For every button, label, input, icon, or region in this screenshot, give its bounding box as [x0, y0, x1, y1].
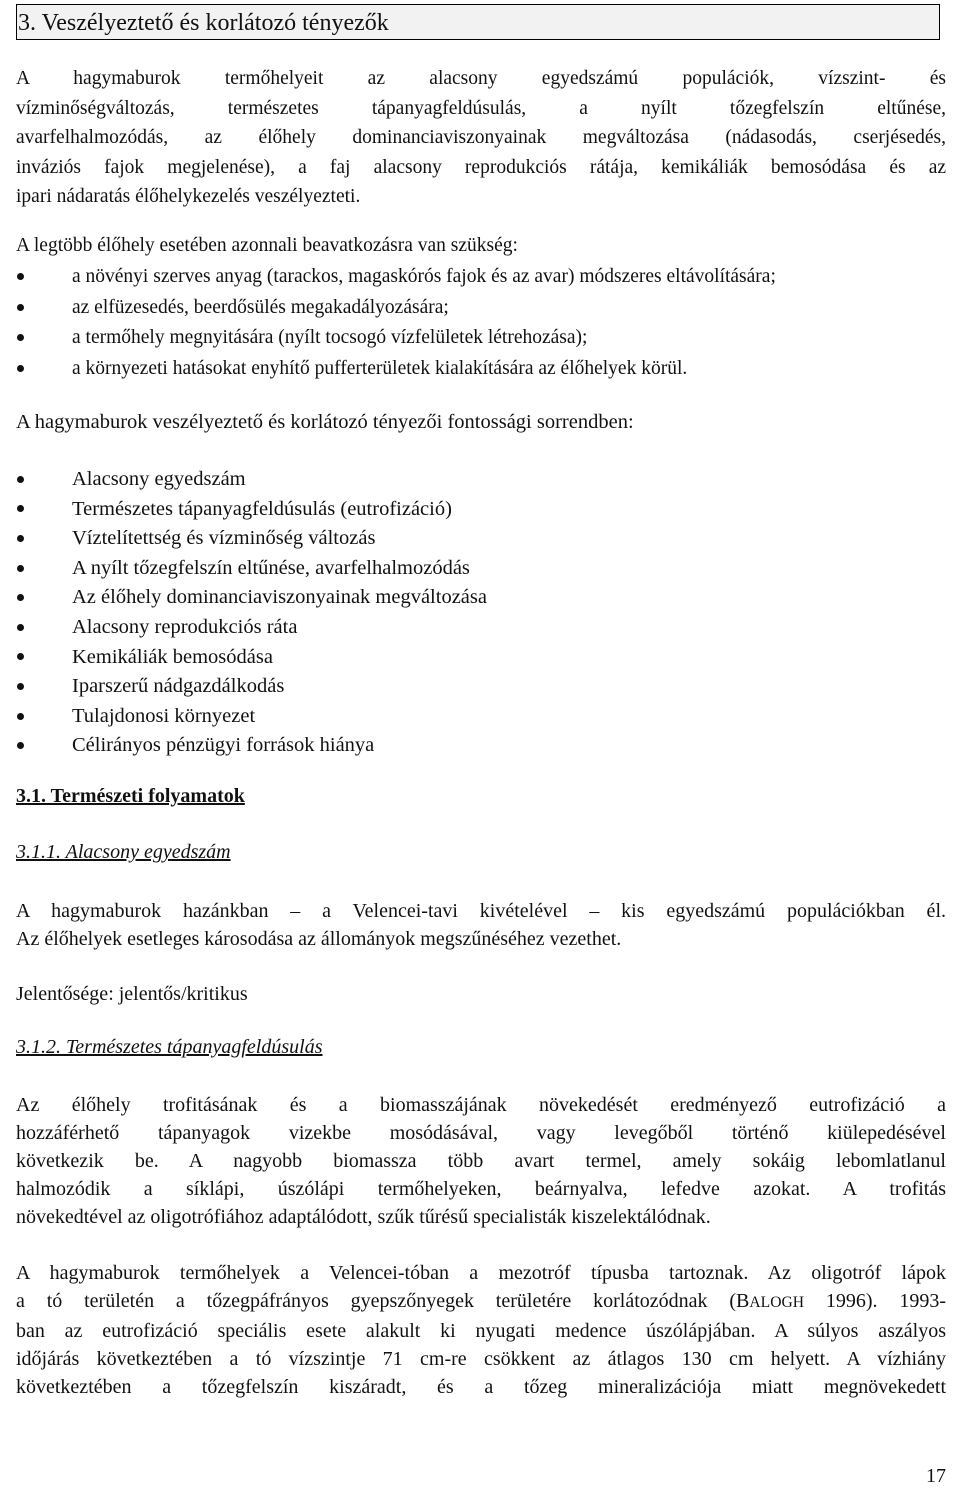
- bullet-icon: [17, 273, 24, 280]
- text-line: halmozódik a síklápi, úszólápi termőhelyeken, beárnyalva, lefedve azokat. A trofitás: [16, 1178, 946, 1200]
- section-heading-3-1-2: 3.1.2. Természetes tápanyagfeldúsulás: [16, 1036, 323, 1058]
- text-line: A hagymaburok termőhelyek a Velencei-tóban a mezotróf típusba tartoznak. Az oligotróf lápok: [16, 1262, 946, 1284]
- list-item: [16, 495, 946, 525]
- list-item-text: a termőhely megnyitására (nyílt tocsogó vízfelületek létrehozása);: [72, 327, 588, 348]
- list-item: [16, 731, 946, 761]
- list-item-text: a környezeti hatásokat enyhítő pufferterületek kialakítására az élőhelyek körül.: [72, 357, 688, 379]
- list-item-text: Célirányos pénzügyi források hiánya: [72, 734, 375, 757]
- section-heading-3-1: 3.1. Természeti folyamatok: [16, 785, 245, 807]
- text-line: avarfelhalmozódás, az élőhely dominanciaviszonyainak megváltozása (nádasodás, cserjésedés,: [16, 127, 946, 148]
- list-item-text: Alacsony egyedszám: [72, 468, 246, 490]
- significance-line: Jelentősége: jelentős/kritikus: [16, 983, 248, 1005]
- intro-paragraph: [16, 64, 946, 212]
- text-line: ipari nádaratás élőhelykezelés veszélyezteti.: [16, 186, 361, 207]
- text-line: inváziós fajok megjelenése), a faj alacsony reprodukciós rátája, kemikáliák bemosódása és az: [16, 156, 946, 178]
- page-number: 17: [926, 1465, 946, 1487]
- priority-lead: A hagymaburok veszélyeztető és korlátozó tényezői fontossági sorrendben:: [16, 411, 634, 433]
- bullet-icon: [17, 505, 24, 512]
- text-line: Az élőhelyek esetleges károsodása az állományok megszűnéséhez vezethet.: [16, 928, 622, 950]
- text-line: következtében a tőzegfelszín kiszáradt, és a tőzeg mineralizációja miatt megnövekedett: [16, 1376, 946, 1398]
- text-segment: 1996). 1993-: [803, 1290, 946, 1312]
- list-item-text: a növényi szerves anyag (tarackos, magaskórós fajok és az avar) módszeres eltávolítására;: [72, 266, 776, 287]
- text-line: vízminőségváltozás, természetes tápanyagfeldúsulás, a nyílt tőzegfelszín eltűnése,: [16, 97, 946, 119]
- velencei-to-paragraph: [16, 1259, 946, 1401]
- bullet-icon: [17, 476, 24, 483]
- bullet-icon: [17, 365, 24, 372]
- list-item: [16, 702, 946, 732]
- list-item-text: A nyílt tőzegfelszín eltűnése, avarfelhalmozódás: [72, 556, 470, 579]
- bullet-icon: [17, 334, 24, 341]
- interventions-list: [16, 262, 946, 384]
- text-line: Az élőhely trofitásának és a biomasszájának növekedését eredményező eutrofizáció a: [16, 1094, 946, 1116]
- text-line: időjárás következtében a tó vízszintje 71 cm-re csökkent az átlagos 130 cm helyett. A vízhiány: [16, 1348, 946, 1370]
- list-item-text: Természetes tápanyagfeldúsulás (eutrofizáció): [72, 497, 452, 520]
- list-item: [16, 583, 946, 613]
- list-item: [16, 643, 946, 673]
- text-segment: a tó területén a tőzegpáfrányos gyepszőnyegek területére korlátozódnak (B: [16, 1290, 750, 1312]
- list-item-text: Tulajdonosi környezet: [72, 704, 256, 727]
- bullet-icon: [17, 565, 24, 572]
- text-line: A hagymaburok termőhelyeit az alacsony egyedszámú populációk, vízszint- és: [16, 68, 946, 89]
- list-item: [16, 613, 946, 643]
- eutrofizacio-paragraph: [16, 1091, 946, 1231]
- list-item: [16, 554, 946, 584]
- list-item: [16, 262, 946, 293]
- list-item: [16, 323, 946, 354]
- list-item-text: Alacsony reprodukciós ráta: [72, 615, 298, 638]
- list-item-text: az elfüzesedés, beerdősülés megakadályozására;: [72, 296, 449, 318]
- bullet-icon: [17, 624, 24, 631]
- list-item: [16, 354, 946, 385]
- chapter-heading: 3. Veszélyeztető és korlátozó tényezők: [16, 4, 940, 40]
- priority-list-block: [16, 465, 946, 761]
- list-item: [16, 293, 946, 324]
- interventions-list-block: [16, 262, 946, 384]
- list-item-text: Iparszerű nádgazdálkodás: [72, 675, 285, 698]
- alacsony-egyedszam-paragraph: [16, 897, 946, 953]
- list-item: [16, 465, 946, 495]
- bullet-icon: [17, 683, 24, 690]
- list-item: [16, 672, 946, 702]
- bullet-icon: [17, 742, 24, 749]
- text-line-with-citation: [16, 1287, 946, 1317]
- list-item-text: Kemikáliák bemosódása: [72, 645, 273, 668]
- text-line: következik be. A nagyobb biomassza több avart termel, amely sokáig lebomlatlanul: [16, 1150, 946, 1172]
- bullet-icon: [17, 535, 24, 542]
- text-line: növekedtével az oligotrófiához adaptálódott, szűk tűrésű specialisták kiszelektálódnak.: [16, 1206, 711, 1228]
- list-item: [16, 524, 946, 554]
- text-line: ban az eutrofizáció speciális esete alakult ki nyugati medence úszólápjában. A súlyos aszályos: [16, 1320, 946, 1342]
- text-line: A hagymaburok hazánkban – a Velencei-tavi kivételével – kis egyedszámú populációkban él.: [16, 900, 946, 922]
- citation-author-smallcaps: ALOGH: [749, 1294, 804, 1311]
- bullet-icon: [17, 304, 24, 311]
- section-heading-3-1-1: 3.1.1. Alacsony egyedszám: [16, 841, 231, 863]
- bullet-icon: [17, 594, 24, 601]
- bullet-icon: [17, 653, 24, 660]
- list-item-text: Víztelítettség és vízminőség változás: [72, 527, 376, 550]
- bullet-icon: [17, 713, 24, 720]
- text-line: hozzáférhető tápanyagok vizekbe mosódásával, vagy levegőből történő kiülepedésével: [16, 1122, 946, 1144]
- list-item-text: Az élőhely dominanciaviszonyainak megváltozása: [72, 586, 487, 609]
- interventions-lead: A legtöbb élőhely esetében azonnali beavatkozásra van szükség:: [16, 235, 518, 256]
- priority-list: [16, 465, 946, 761]
